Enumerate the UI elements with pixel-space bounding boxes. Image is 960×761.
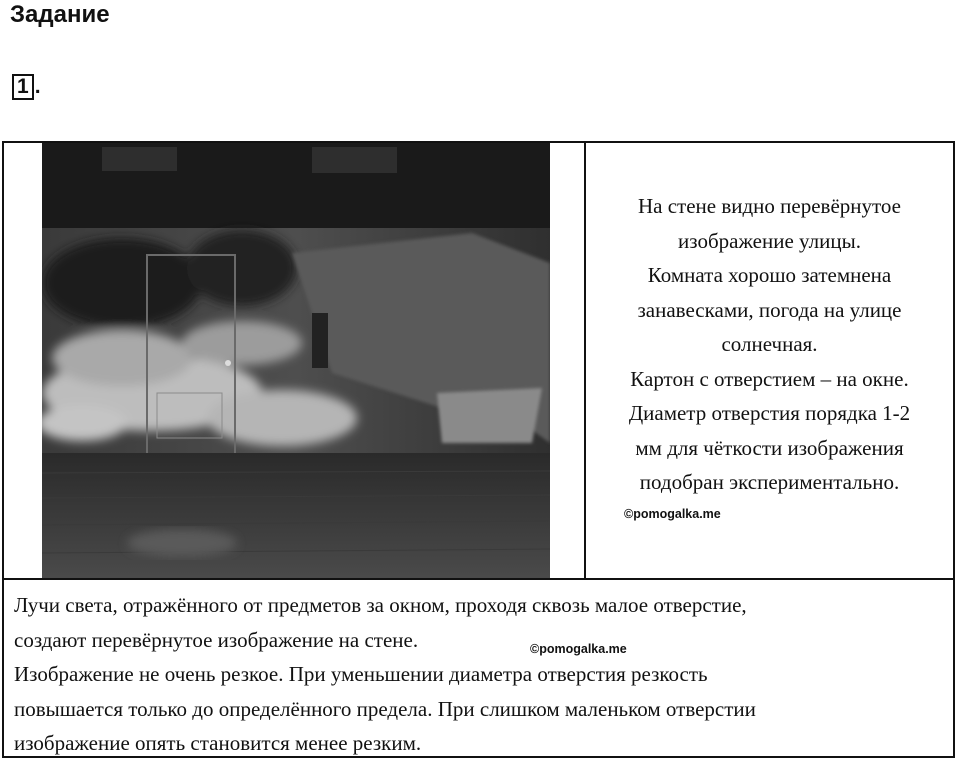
task-number-dot: . [34, 75, 41, 98]
explanation-line: изображение опять становится менее резким. [14, 731, 422, 755]
task-number [12, 74, 41, 100]
description-line: изображение улицы. [678, 228, 861, 253]
description-line: занавесками, погода на улице [637, 297, 902, 322]
task-table [2, 141, 955, 758]
explanation-text [14, 588, 913, 761]
description-line: мм для чёткости изображения [635, 435, 904, 460]
explanation-line: Изображение не очень резкое. При уменьшении диаметра отверстия резкость [14, 662, 708, 686]
description-line: подобран экспериментально. [639, 470, 900, 494]
explanation-cell [4, 578, 953, 756]
watermark: ©pomogalka.me [624, 507, 721, 521]
description-line: На стене видно перевёрнутое [637, 194, 902, 218]
explanation-line: создают перевёрнутое изображение на стене. [14, 627, 419, 652]
page-title: Задание [10, 1, 110, 28]
description-text [592, 189, 947, 500]
explanation-line: Лучи света, отражённого от предметов за окном, проходя сквозь малое отверстие, [14, 593, 747, 617]
watermark: ©pomogalka.me [530, 642, 627, 656]
description-cell [586, 143, 953, 578]
description-line: солнечная. [721, 332, 818, 356]
task-number-box: 1 [12, 74, 34, 100]
explanation-line: повышается только до определённого предела. При слишком маленьком отверстии [14, 696, 756, 721]
description-line: Диаметр отверстия порядка 1-2 [628, 401, 911, 425]
photo-cell [4, 143, 586, 578]
camera-obscura-room-photo [42, 143, 550, 578]
description-line: Картон с отверстием – на окне. [630, 366, 909, 391]
description-line: Комната хорошо затемнена [647, 263, 892, 287]
